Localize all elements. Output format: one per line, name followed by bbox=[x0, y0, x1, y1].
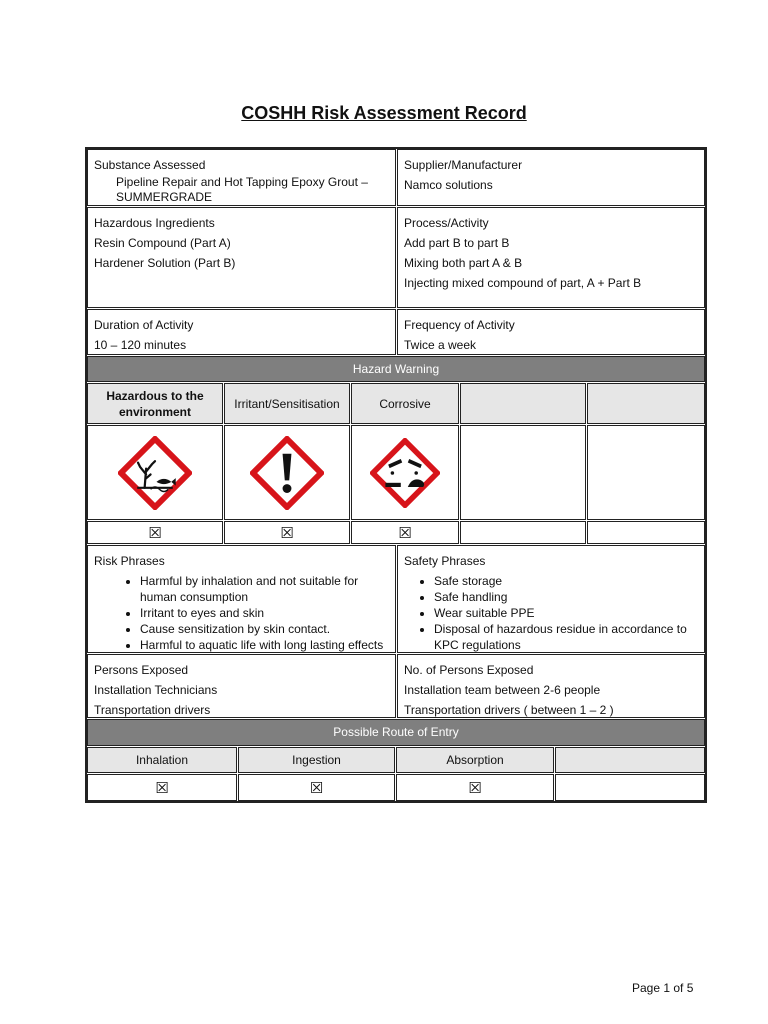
route-col-empty bbox=[555, 747, 705, 773]
safety-phrases-list bbox=[404, 573, 698, 653]
route-checkbox[interactable] bbox=[87, 774, 237, 801]
checked-box-icon: ☒ bbox=[468, 778, 482, 797]
persons-exposed-cell bbox=[87, 654, 396, 718]
list-item: • Safe handling bbox=[434, 589, 698, 605]
process-item: Mixing both part A & B bbox=[404, 256, 523, 270]
frequency-value: Twice a week bbox=[404, 338, 477, 352]
persons-exposed-item: Installation Technicians bbox=[94, 683, 218, 697]
ingredient-item: Resin Compound (Part A) bbox=[94, 236, 231, 250]
frequency-cell bbox=[397, 309, 705, 355]
exclamation-hazard-icon bbox=[250, 436, 324, 510]
risk-phrases-list bbox=[94, 573, 389, 653]
process-cell bbox=[397, 207, 705, 308]
risk-phrases-label: Risk Phrases bbox=[94, 554, 165, 568]
empty-pictogram-cell bbox=[460, 425, 586, 520]
duration-label: Duration of Activity bbox=[94, 318, 194, 332]
persons-count-item: Installation team between 2-6 people bbox=[404, 683, 601, 697]
hazard-col-corrosive: Corrosive bbox=[351, 383, 459, 424]
hazard-checkbox[interactable] bbox=[224, 521, 350, 544]
persons-exposed-item: Transportation drivers bbox=[94, 703, 211, 717]
corrosive-hazard-icon bbox=[370, 438, 440, 508]
irritant-pictogram-cell bbox=[224, 425, 350, 520]
ingredient-item: Hardener Solution (Part B) bbox=[94, 256, 236, 270]
checked-box-icon: ☒ bbox=[155, 778, 169, 797]
substance-label: Substance Assessed bbox=[94, 158, 206, 172]
hazard-col-empty bbox=[460, 383, 586, 424]
route-col-inhalation: Inhalation bbox=[87, 747, 237, 773]
process-item: Injecting mixed compound of part, A + Part B bbox=[404, 276, 642, 290]
hazard-col-empty bbox=[587, 383, 705, 424]
checked-box-icon: ☒ bbox=[398, 523, 412, 542]
persons-count-cell bbox=[397, 654, 705, 718]
supplier-cell bbox=[397, 149, 705, 206]
hazard-checkbox[interactable] bbox=[351, 521, 459, 544]
frequency-label: Frequency of Activity bbox=[404, 318, 515, 332]
ingredients-cell bbox=[87, 207, 396, 308]
list-item: • Harmful by inhalation and not suitable for human consumption bbox=[140, 573, 389, 605]
environment-pictogram-cell bbox=[87, 425, 223, 520]
list-item: • Safe storage bbox=[434, 573, 698, 589]
safety-phrases-cell bbox=[397, 545, 705, 653]
list-item: • Disposal of hazardous residue in accordance to KPC regulations bbox=[434, 621, 698, 653]
route-checkbox[interactable] bbox=[396, 774, 554, 801]
supplier-label: Supplier/Manufacturer bbox=[404, 158, 523, 172]
hazard-col-irritant: Irritant/Sensitisation bbox=[224, 383, 350, 424]
checked-box-icon: ☒ bbox=[148, 523, 162, 542]
hazard-checkbox-empty[interactable] bbox=[587, 521, 705, 544]
risk-phrases-cell bbox=[87, 545, 396, 653]
route-of-entry-band: Possible Route of Entry bbox=[87, 719, 705, 746]
persons-count-item: Transportation drivers ( between 1 – 2 ) bbox=[404, 703, 614, 717]
page-title: COSHH Risk Assessment Record bbox=[241, 103, 527, 123]
process-item: Add part B to part B bbox=[404, 236, 510, 250]
duration-value: 10 – 120 minutes bbox=[94, 338, 187, 352]
list-item: • Irritant to eyes and skin bbox=[140, 605, 389, 621]
supplier-value: Namco solutions bbox=[404, 178, 493, 192]
duration-cell bbox=[87, 309, 396, 355]
process-label: Process/Activity bbox=[404, 216, 489, 230]
persons-exposed-label: Persons Exposed bbox=[94, 663, 189, 677]
empty-pictogram-cell bbox=[587, 425, 705, 520]
list-item: • Wear suitable PPE bbox=[434, 605, 698, 621]
checked-box-icon: ☒ bbox=[309, 778, 324, 797]
route-col-absorption: Absorption bbox=[396, 747, 554, 773]
persons-count-label: No. of Persons Exposed bbox=[404, 663, 534, 677]
list-item: • Cause sensitization by skin contact. bbox=[140, 621, 389, 637]
route-col-ingestion: Ingestion bbox=[238, 747, 395, 773]
route-checkbox[interactable] bbox=[238, 774, 395, 801]
hazard-checkbox-empty[interactable] bbox=[460, 521, 586, 544]
hazard-checkbox[interactable] bbox=[87, 521, 223, 544]
corrosive-pictogram-cell bbox=[351, 425, 459, 520]
page-number: Page 1 of 5 bbox=[632, 981, 694, 995]
substance-cell bbox=[87, 149, 396, 206]
safety-phrases-label: Safety Phrases bbox=[404, 554, 486, 568]
hazard-col-environment: Hazardous to the environment bbox=[87, 383, 223, 424]
route-checkbox-empty[interactable] bbox=[555, 774, 705, 801]
environment-hazard-icon bbox=[118, 436, 192, 510]
substance-value: Pipeline Repair and Hot Tapping Epoxy Grout – SUMMERGRADE bbox=[116, 175, 368, 204]
checked-box-icon: ☒ bbox=[280, 523, 294, 542]
list-item: • Harmful to aquatic life with long lasting effects bbox=[140, 637, 389, 653]
hazard-warning-band: Hazard Warning bbox=[87, 356, 705, 382]
ingredients-label: Hazardous Ingredients bbox=[94, 216, 215, 230]
